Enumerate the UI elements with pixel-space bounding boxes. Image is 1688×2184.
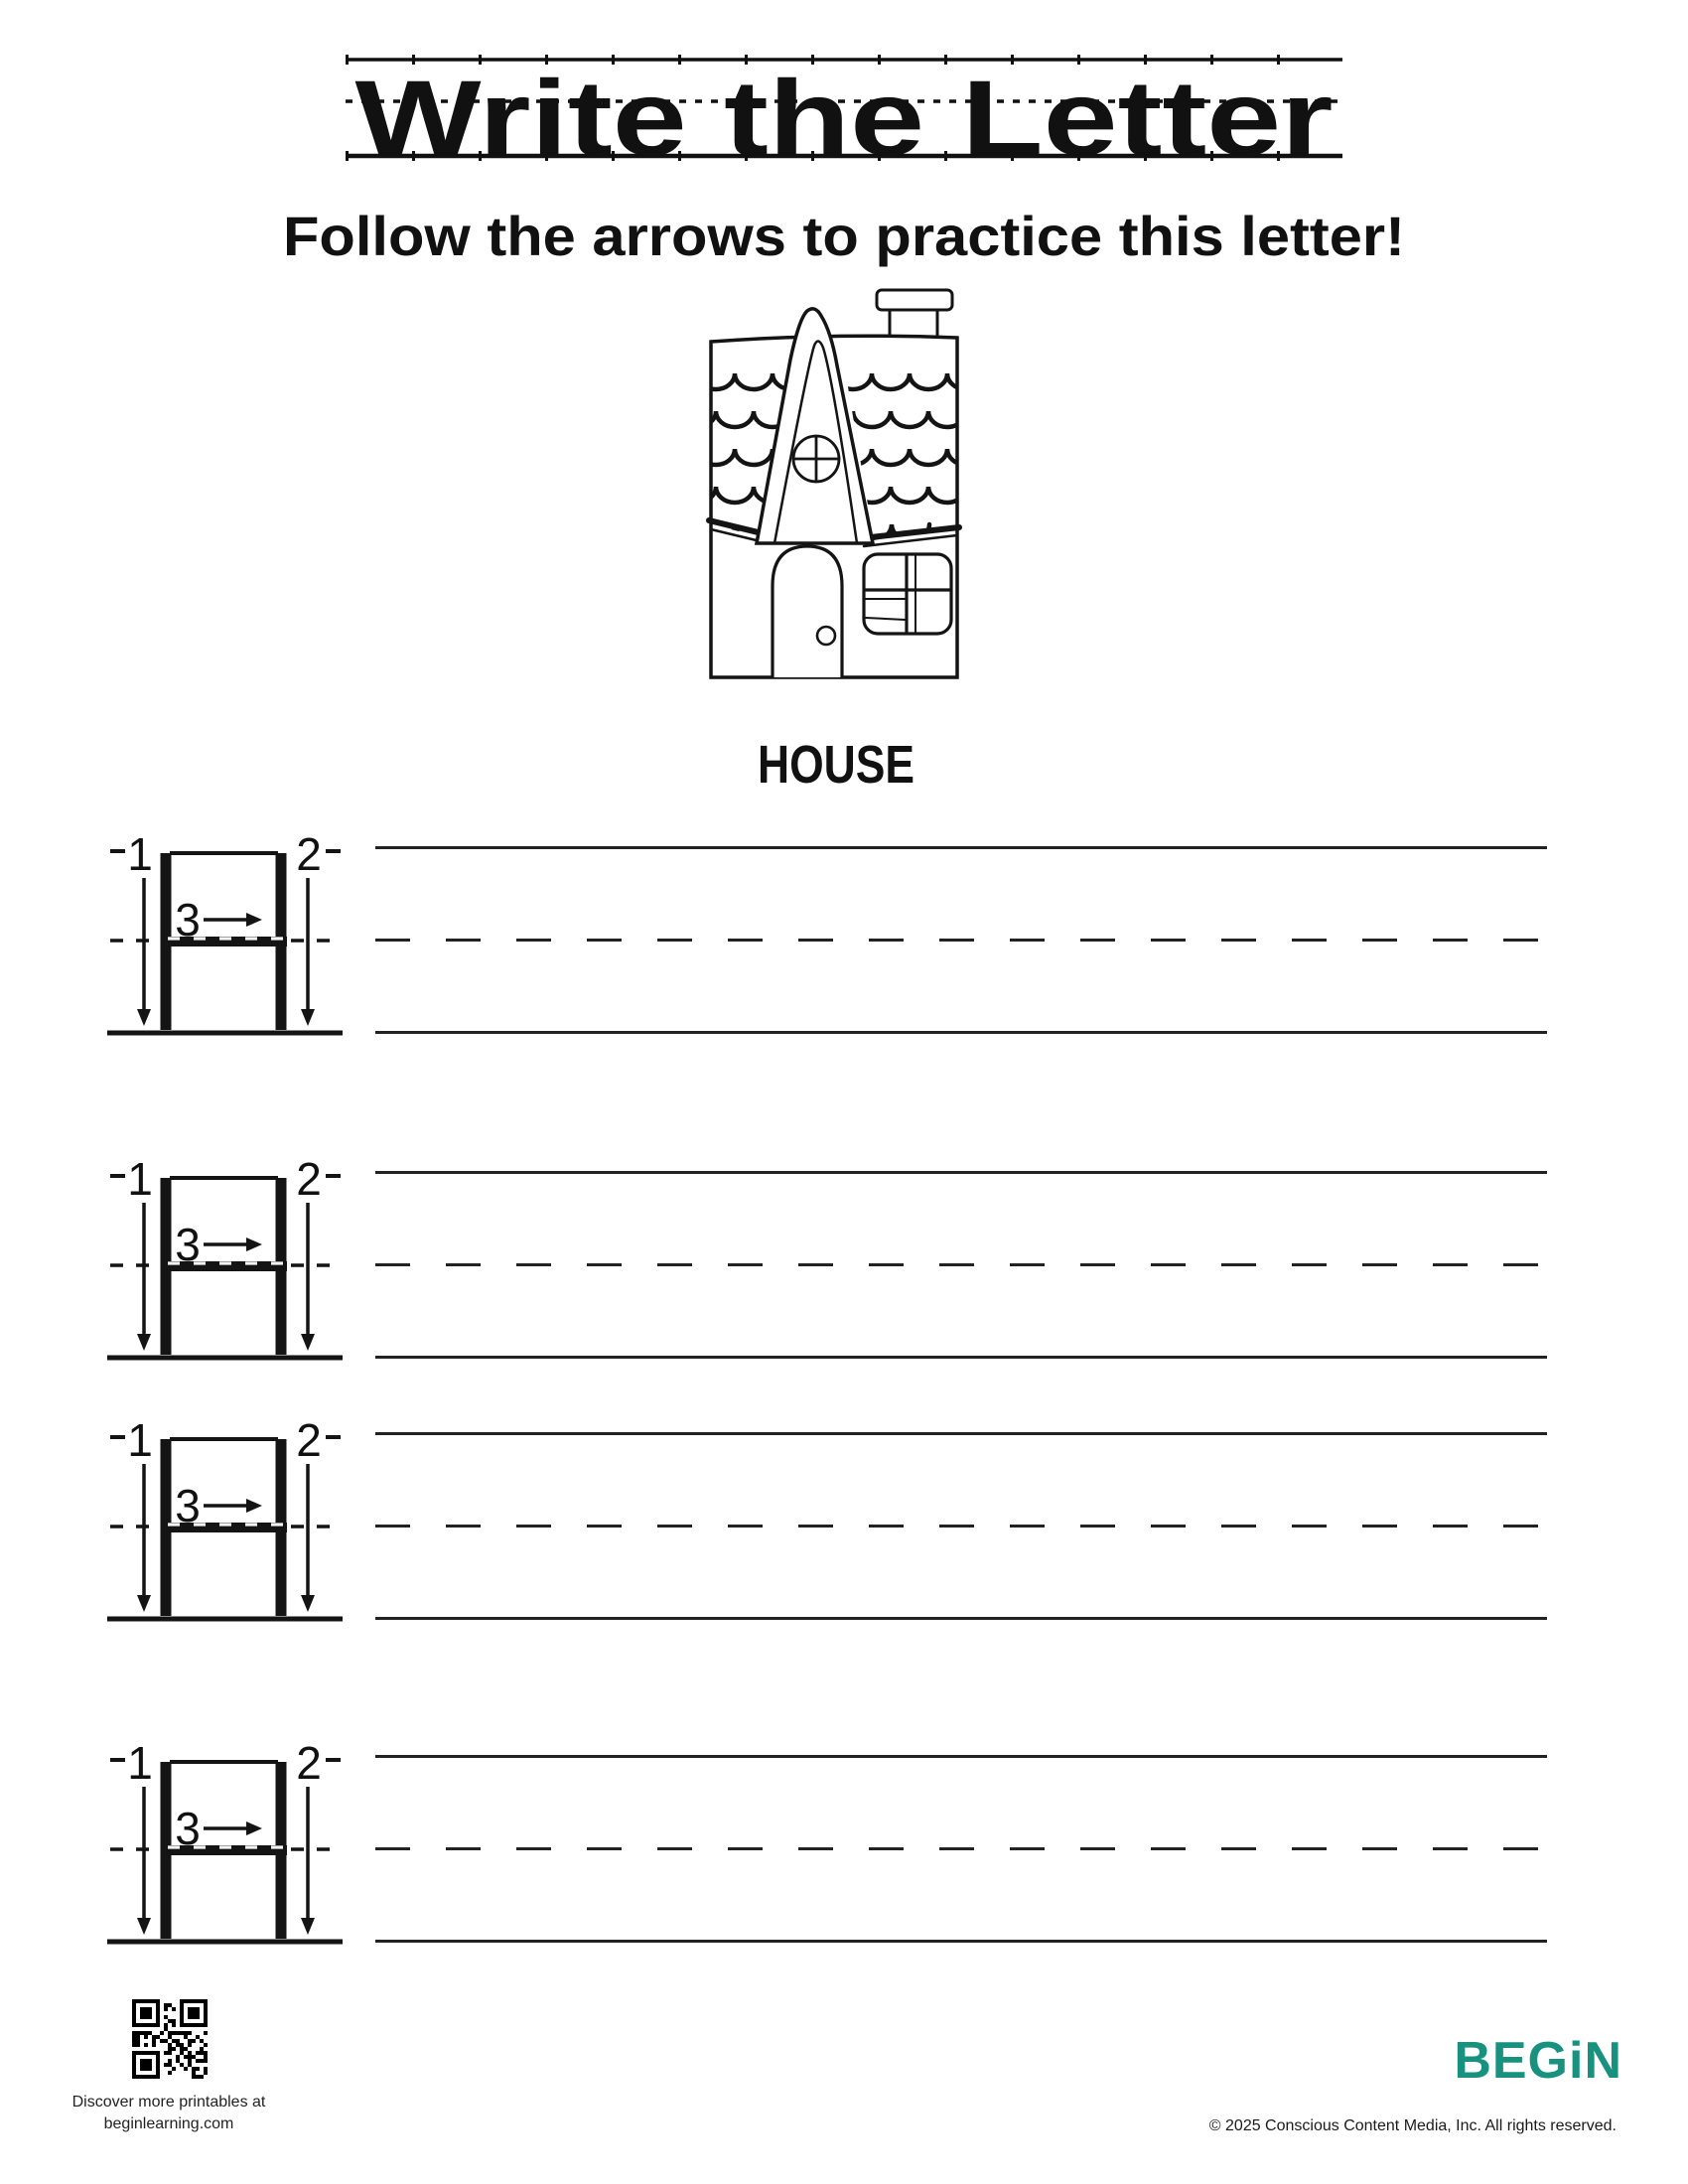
writing-line-middle-dashed: [375, 1263, 1547, 1266]
qr-code: [132, 1999, 208, 2079]
page-subtitle: Follow the arrows to practice this letter!: [283, 205, 1405, 267]
word-label-band: [637, 725, 1035, 795]
practice-row-4: [0, 1723, 1688, 1954]
writing-line-top: [375, 846, 1547, 849]
begin-logo: BEGiN: [1454, 2032, 1622, 2090]
writing-line-top: [375, 1755, 1547, 1758]
letter-guide: [104, 814, 348, 1043]
title-band: [338, 36, 1350, 169]
front-window: [864, 554, 951, 634]
practice-row-2: [0, 1139, 1688, 1370]
copyright-text: © 2025 Conscious Content Media, Inc. All rights reserved.: [1208, 2117, 1617, 2134]
round-window: [793, 436, 839, 482]
discover-text: [58, 2092, 280, 2135]
page-title: Write the Letter: [354, 58, 1334, 169]
writing-line-middle-dashed: [375, 1525, 1547, 1528]
writing-line-top: [375, 1432, 1547, 1435]
chimney: [877, 290, 952, 342]
writing-line-middle-dashed: [375, 1847, 1547, 1850]
door: [773, 546, 842, 677]
word-label: HOUSE: [758, 735, 914, 795]
practice-row-3: [0, 1400, 1688, 1631]
writing-line-top: [375, 1171, 1547, 1174]
letter-guide: [104, 1400, 348, 1629]
house-illustration: [695, 286, 983, 683]
writing-line-bottom: [375, 1031, 1547, 1034]
writing-line-middle-dashed: [375, 939, 1547, 942]
writing-line-bottom: [375, 1356, 1547, 1359]
letter-guide: [104, 1139, 348, 1368]
writing-line-bottom: [375, 1940, 1547, 1943]
letter-guide: [104, 1723, 348, 1952]
practice-row-1: [0, 814, 1688, 1045]
writing-line-bottom: [375, 1617, 1547, 1620]
discover-line1: Discover more printables at: [71, 2094, 266, 2111]
discover-line2: beginlearning.com: [103, 2115, 234, 2132]
subtitle-band: [238, 189, 1450, 268]
